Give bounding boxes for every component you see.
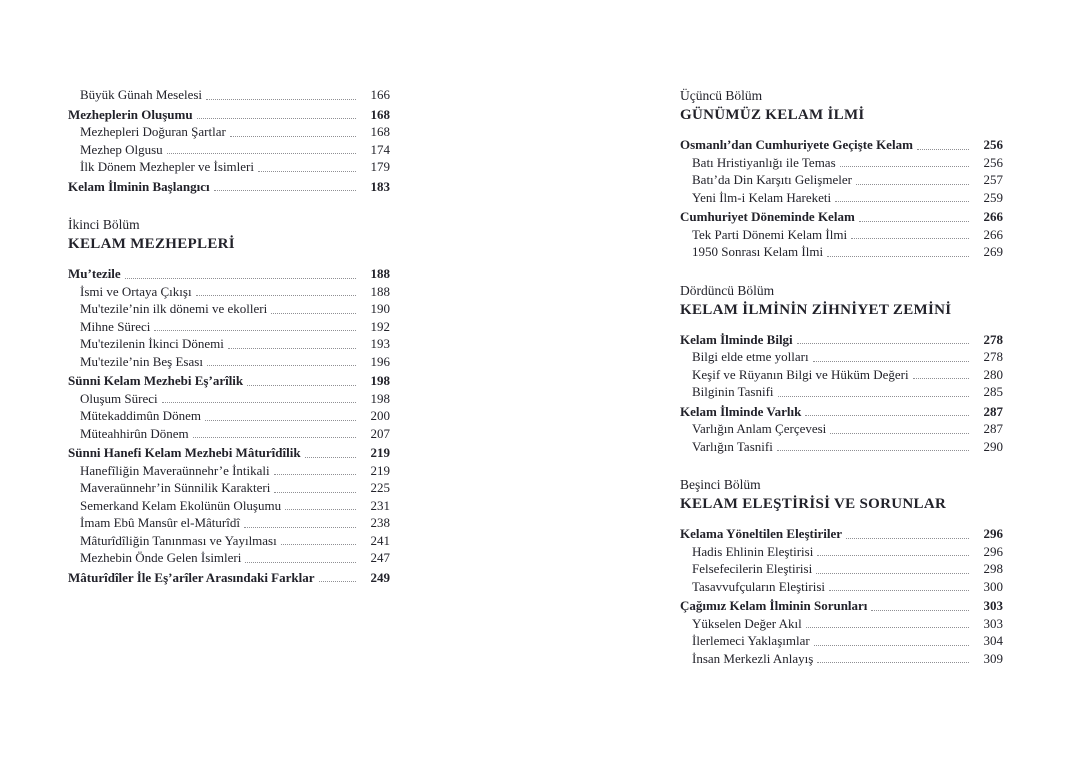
toc-entry-label: Kelam İlminde Varlık xyxy=(680,403,802,419)
toc-page-number: 174 xyxy=(370,141,390,157)
toc-entry-label: Hanefîliğin Maveraünnehr’e İntikali xyxy=(80,462,270,478)
toc-page-number: 266 xyxy=(983,209,1003,224)
toc-entry-row xyxy=(680,331,1003,349)
toc-entry-label: Mu’tezile xyxy=(68,266,121,281)
toc-entry-label: Büyük Günah Meselesi xyxy=(80,87,203,102)
dotted-leader xyxy=(831,189,973,207)
dotted-leader xyxy=(825,578,973,596)
dotted-leader xyxy=(793,331,973,349)
dotted-leader xyxy=(192,283,360,301)
toc-page-number: 303 xyxy=(983,598,1003,613)
toc-page-number: 188 xyxy=(370,283,390,299)
dotted-leader xyxy=(826,420,973,438)
toc-entry-row xyxy=(68,141,390,159)
toc-entry-label: Sünni Hanefi Kelam Mezhebi Mâturîdîlik xyxy=(68,445,301,460)
toc-entry-row xyxy=(680,189,1003,207)
toc-page-number: 249 xyxy=(370,569,390,585)
toc-entry-label: Çağımız Kelam İlminin Sorunları xyxy=(680,598,868,613)
toc-entry-label: Kelam İlminin Başlangıcı xyxy=(68,178,210,194)
toc-entry-row xyxy=(68,462,390,480)
toc-page-number: 219 xyxy=(370,445,390,460)
toc-entry-label: Kelam İlminde Bilgi xyxy=(680,331,793,347)
dotted-leader xyxy=(189,425,360,443)
dotted-leader xyxy=(801,403,973,421)
dotted-leader xyxy=(267,300,360,318)
toc-page-number: 168 xyxy=(370,124,390,139)
chapter-title: KELAM İLMİNİN ZİHNİYET ZEMİNİ xyxy=(680,301,952,318)
toc-entry-row xyxy=(68,86,390,104)
toc-entry-label: Mihne Süreci xyxy=(80,318,151,334)
toc-entry-row xyxy=(68,265,390,283)
toc-entry-row xyxy=(680,560,1003,578)
chapter-title: KELAM ELEŞTİRİSİ VE SORUNLAR xyxy=(680,496,947,512)
toc-page-number: 207 xyxy=(370,425,390,441)
toc-entry-row xyxy=(68,123,390,141)
toc-entry-row xyxy=(680,154,1003,172)
toc-entry-group xyxy=(68,265,390,586)
dotted-leader xyxy=(201,407,360,425)
toc-entry-label: Mütekaddimûn Dönem xyxy=(80,408,201,423)
toc-page-number: 269 xyxy=(983,244,1003,259)
toc-entry-row xyxy=(68,372,390,390)
dotted-leader xyxy=(855,208,973,226)
toc-page-number: 225 xyxy=(370,480,390,495)
dotted-leader xyxy=(301,444,360,462)
toc-page-number: 183 xyxy=(370,178,390,194)
toc-entry-label: Mezheplerin Oluşumu xyxy=(68,106,193,122)
dotted-leader xyxy=(810,632,973,650)
dotted-leader xyxy=(224,335,360,353)
toc-entry-label: Keşif ve Rüyanın Bilgi ve Hüküm Değeri xyxy=(692,366,909,382)
toc-entry-label: Osmanlı’dan Cumhuriyete Geçişte Kelam xyxy=(680,137,913,152)
toc-entry-label: Felsefecilerin Eleştirisi xyxy=(692,561,813,576)
dotted-leader xyxy=(802,615,973,633)
toc-page-number: 257 xyxy=(983,172,1003,187)
toc-entry-label: Tek Parti Dönemi Kelam İlmi xyxy=(692,226,848,242)
toc-page-number: 241 xyxy=(370,532,390,548)
toc-entry-label: Mezhepleri Doğuran Şartlar xyxy=(80,124,226,139)
toc-entry-row xyxy=(680,525,1003,543)
toc-entry-row xyxy=(68,444,390,462)
toc-entry-row xyxy=(680,578,1003,596)
toc-page-number: 309 xyxy=(983,650,1003,666)
toc-entry-label: Hadis Ehlinin Eleştirisi xyxy=(692,543,814,559)
right-page xyxy=(680,86,1003,667)
toc-page-number: 300 xyxy=(983,578,1003,594)
toc-entry-row xyxy=(680,632,1003,650)
toc-page-number: 166 xyxy=(370,87,390,102)
dotted-leader xyxy=(277,532,360,550)
toc-entry-row xyxy=(680,243,1003,261)
toc-entry-row xyxy=(68,407,390,425)
toc-entry-label: Varlığın Anlam Çerçevesi xyxy=(692,421,827,436)
toc-page-number: 304 xyxy=(983,633,1003,648)
toc-entry-label: Mu'tezilenin İkinci Dönemi xyxy=(80,336,224,351)
chapter-heading xyxy=(68,215,390,255)
chapter-label: Beşinci Bölüm xyxy=(680,477,761,492)
toc-entry-label: Müteahhirûn Dönem xyxy=(80,425,189,441)
chapter-heading xyxy=(680,281,1003,321)
toc-entry-label: Bilginin Tasnifi xyxy=(692,384,774,399)
toc-page-number: 287 xyxy=(983,421,1003,436)
toc-entry-label: Varlığın Tasnifi xyxy=(692,438,773,454)
toc-entry-label: Mu'tezile’nin ilk dönemi ve ekolleri xyxy=(80,301,268,316)
toc-entry-row xyxy=(680,543,1003,561)
dotted-leader xyxy=(909,366,973,384)
toc-entry-group xyxy=(680,331,1003,456)
dotted-leader xyxy=(243,372,360,390)
dotted-leader xyxy=(773,438,973,456)
toc-page-number: 193 xyxy=(370,336,390,351)
chapter-label: İkinci Bölüm xyxy=(68,217,140,232)
left-page xyxy=(68,86,390,586)
toc-page-number: 266 xyxy=(983,226,1003,242)
toc-page-number: 238 xyxy=(370,515,390,530)
dotted-leader xyxy=(315,569,360,587)
toc-page-number: 247 xyxy=(370,550,390,565)
toc-entry-row xyxy=(68,390,390,408)
toc-page-number: 219 xyxy=(370,462,390,478)
toc-entry-label: İsmi ve Ortaya Çıkışı xyxy=(80,283,192,299)
toc-entry-label: Bilgi elde etme yolları xyxy=(692,349,809,364)
dotted-leader xyxy=(150,318,360,336)
toc-page-number: 168 xyxy=(370,106,390,122)
dotted-leader xyxy=(913,136,973,154)
toc-entry-row xyxy=(680,403,1003,421)
toc-entry-label: Oluşum Süreci xyxy=(80,390,158,406)
chapter-label: Dördüncü Bölüm xyxy=(680,282,775,298)
dotted-leader xyxy=(193,106,360,124)
toc-entry-row xyxy=(680,420,1003,438)
toc-entry-label: Cumhuriyet Döneminde Kelam xyxy=(680,209,855,224)
dotted-leader xyxy=(281,497,360,515)
dotted-leader xyxy=(121,265,360,283)
toc-entry-row xyxy=(680,438,1003,456)
dotted-leader xyxy=(203,353,360,371)
toc-entry-row xyxy=(680,366,1003,384)
toc-entry-row xyxy=(68,178,390,196)
dotted-leader xyxy=(836,154,973,172)
toc-entry-label: 1950 Sonrası Kelam İlmi xyxy=(692,244,824,259)
toc-entry-label: İnsan Merkezli Anlayış xyxy=(692,650,814,666)
toc-entry-row xyxy=(680,615,1003,633)
dotted-leader xyxy=(210,178,360,196)
toc-entry-row xyxy=(680,136,1003,154)
dotted-leader xyxy=(270,462,360,480)
toc-page-number: 280 xyxy=(983,366,1003,382)
toc-page-number: 179 xyxy=(370,159,390,174)
chapter-title: GÜNÜMÜZ KELAM İLMİ xyxy=(680,107,865,123)
toc-entry-row xyxy=(68,106,390,124)
dotted-leader xyxy=(852,171,973,189)
toc-entry-label: Maveraünnehr’in Sünnilik Karakteri xyxy=(80,480,271,495)
dotted-leader xyxy=(812,560,973,578)
dotted-leader xyxy=(163,141,360,159)
dotted-leader xyxy=(809,348,973,366)
toc-page-number: 196 xyxy=(370,353,390,369)
toc-entry-group xyxy=(68,86,390,195)
toc-page-number: 303 xyxy=(983,615,1003,631)
toc-page-number: 198 xyxy=(370,373,390,388)
toc-entry-row xyxy=(68,514,390,532)
dotted-leader xyxy=(241,549,360,567)
toc-entry-row xyxy=(68,335,390,353)
toc-entry-row xyxy=(68,353,390,371)
toc-entry-group xyxy=(680,525,1003,667)
toc-entry-row xyxy=(68,318,390,336)
dotted-leader xyxy=(254,158,360,176)
toc-page-number: 278 xyxy=(983,349,1003,364)
toc-entry-row xyxy=(680,348,1003,366)
toc-page-number: 287 xyxy=(983,403,1003,419)
toc-page-number: 200 xyxy=(370,408,390,423)
dotted-leader xyxy=(813,650,973,668)
toc-entry-row xyxy=(68,283,390,301)
toc-entry-label: İlk Dönem Mezhepler ve İsimleri xyxy=(80,159,254,174)
toc-page-number: 285 xyxy=(983,384,1003,399)
toc-entry-group xyxy=(680,136,1003,261)
toc-page-number: 190 xyxy=(370,301,390,316)
toc-entry-label: Yeni İlm-i Kelam Hareketi xyxy=(692,189,832,205)
toc-page-number: 256 xyxy=(983,154,1003,170)
toc-entry-row xyxy=(680,383,1003,401)
dotted-leader xyxy=(240,514,360,532)
toc-entry-row xyxy=(68,532,390,550)
toc-page-number: 188 xyxy=(370,266,390,281)
toc-page-number: 296 xyxy=(983,526,1003,541)
toc-page-number: 192 xyxy=(370,318,390,334)
toc-page-number: 231 xyxy=(370,497,390,513)
chapter-heading xyxy=(680,475,1003,515)
dotted-leader xyxy=(823,243,973,261)
toc-entry-label: İlerlemeci Yaklaşımlar xyxy=(692,633,810,648)
toc-entry-row xyxy=(68,569,390,587)
dotted-leader xyxy=(867,597,973,615)
toc-page-number: 298 xyxy=(983,561,1003,576)
toc-page-number: 296 xyxy=(983,543,1003,559)
toc-entry-label: İmam Ebû Mansûr el-Mâturîdî xyxy=(80,515,240,530)
dotted-leader xyxy=(226,123,360,141)
dotted-leader xyxy=(847,226,973,244)
toc-entry-row xyxy=(68,549,390,567)
dotted-leader xyxy=(158,390,360,408)
toc-entry-label: Batı’da Din Karşıtı Gelişmeler xyxy=(692,172,852,187)
toc-page-number: 256 xyxy=(983,137,1003,152)
toc-page-number: 259 xyxy=(983,189,1003,205)
toc-entry-label: Kelama Yöneltilen Eleştiriler xyxy=(680,526,842,541)
dotted-leader xyxy=(813,543,973,561)
toc-page-number: 278 xyxy=(983,331,1003,347)
toc-entry-row xyxy=(680,226,1003,244)
chapter-title: KELAM MEZHEPLERİ xyxy=(68,236,235,252)
toc-entry-label: Sünni Kelam Mezhebi Eş’arîlik xyxy=(68,373,244,388)
chapter-label: Üçüncü Bölüm xyxy=(680,88,763,103)
toc-entry-row xyxy=(680,171,1003,189)
toc-page-number: 290 xyxy=(983,438,1003,454)
toc-entry-row xyxy=(68,158,390,176)
dotted-leader xyxy=(270,479,360,497)
toc-entry-row xyxy=(680,597,1003,615)
toc-entry-row xyxy=(68,479,390,497)
dotted-leader xyxy=(774,383,973,401)
toc-entry-label: Mu'tezile’nin Beş Esası xyxy=(80,353,203,369)
dotted-leader xyxy=(202,86,360,104)
toc-entry-label: Yükselen Değer Akıl xyxy=(692,615,802,631)
toc-entry-row xyxy=(680,650,1003,668)
toc-entry-row xyxy=(68,300,390,318)
chapter-heading xyxy=(680,86,1003,126)
toc-page-number: 198 xyxy=(370,390,390,406)
toc-entry-row xyxy=(680,208,1003,226)
toc-entry-label: Batı Hristiyanlığı ile Temas xyxy=(692,154,836,170)
toc-entry-label: Mezhep Olgusu xyxy=(80,141,163,157)
toc-entry-row xyxy=(68,497,390,515)
toc-entry-label: Mezhebin Önde Gelen İsimleri xyxy=(80,550,242,565)
toc-entry-label: Tasavvufçuların Eleştirisi xyxy=(692,578,826,594)
toc-entry-label: Mâturîdîler İle Eş’arîler Arasındaki Farklar xyxy=(68,569,315,585)
toc-entry-label: Mâturîdîliğin Tanınması ve Yayılması xyxy=(80,532,277,548)
toc-entry-label: Semerkand Kelam Ekolünün Oluşumu xyxy=(80,497,282,513)
toc-entry-row xyxy=(68,425,390,443)
dotted-leader xyxy=(842,525,973,543)
